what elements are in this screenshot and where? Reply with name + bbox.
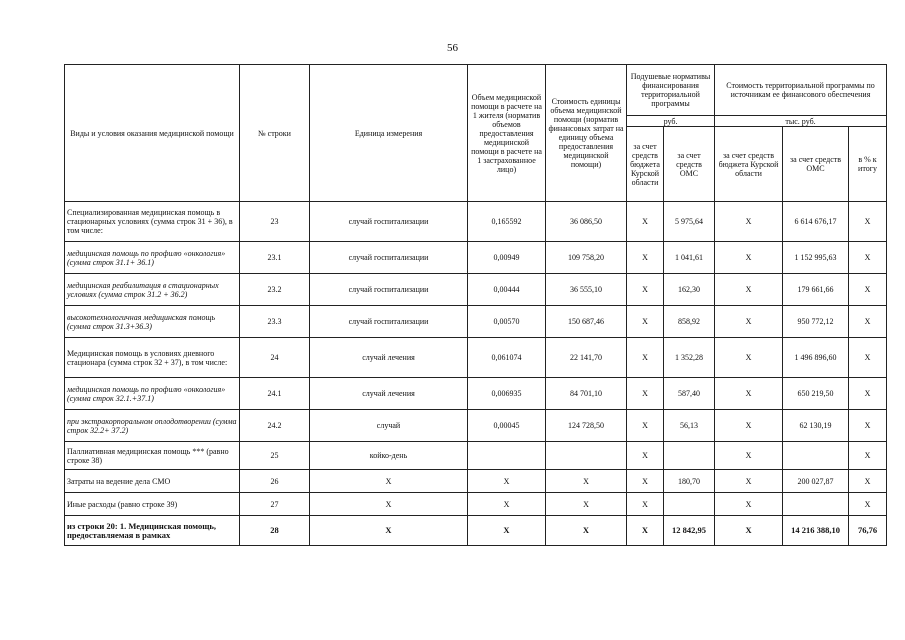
row-description: Иные расходы (равно строке 39) xyxy=(65,493,240,516)
row-total-oms: 62 130,19 xyxy=(783,410,849,442)
header-sub-budget-total: за счет средств бюджета Курской области xyxy=(715,127,783,202)
row-percapita-budget: X xyxy=(627,493,664,516)
row-total-budget: X xyxy=(715,242,783,274)
row-total-budget: X xyxy=(715,442,783,470)
row-cost: X xyxy=(546,493,627,516)
row-description: при экстракорпоральном оплодотворении (сумма строк 32.2+ 37.2) xyxy=(65,410,240,442)
row-total-oms: 1 496 896,60 xyxy=(783,338,849,378)
row-total-oms: 650 219,50 xyxy=(783,378,849,410)
row-percapita-budget: X xyxy=(627,516,664,546)
row-description: медицинская реабилитация в стационарных условиях (сумма строк 31.2 + 36.2) xyxy=(65,274,240,306)
row-percapita-budget: X xyxy=(627,242,664,274)
row-volume: 0,006935 xyxy=(468,378,546,410)
row-cost: 36 086,50 xyxy=(546,202,627,242)
row-description: Специализированная медицинская помощь в стационарных условиях (сумма строк 31 + 36), в том числе: xyxy=(65,202,240,242)
row-number: 28 xyxy=(240,516,310,546)
row-unit: X xyxy=(310,516,468,546)
row-percapita-budget: X xyxy=(627,306,664,338)
row-percapita-oms: 56,13 xyxy=(664,410,715,442)
row-total-oms: 6 614 676,17 xyxy=(783,202,849,242)
row-cost: 84 701,10 xyxy=(546,378,627,410)
row-percent: X xyxy=(849,306,887,338)
row-percapita-budget: X xyxy=(627,378,664,410)
row-percapita-budget: X xyxy=(627,470,664,493)
header-volume: Объем медицинской помощи в расчете на 1 жителя (норматив объемов предоставления медицинской помощи в расчете на 1 застрахованное лицо) xyxy=(468,65,546,202)
table-row xyxy=(65,338,887,378)
row-unit: случай госпитализации xyxy=(310,274,468,306)
row-percapita-budget: X xyxy=(627,410,664,442)
row-cost: X xyxy=(546,516,627,546)
row-total-oms: 179 661,66 xyxy=(783,274,849,306)
row-percent: X xyxy=(849,470,887,493)
row-volume: X xyxy=(468,516,546,546)
header-sub-budget: за счет средств бюджета Курской области xyxy=(627,127,664,202)
row-unit: случай госпитализации xyxy=(310,306,468,338)
table-row xyxy=(65,306,887,338)
row-total-budget: X xyxy=(715,274,783,306)
row-unit: случай xyxy=(310,410,468,442)
row-total-oms: 950 772,12 xyxy=(783,306,849,338)
row-total-budget: X xyxy=(715,202,783,242)
row-total-budget: X xyxy=(715,306,783,338)
row-unit: койко-день xyxy=(310,442,468,470)
row-percapita-budget: X xyxy=(627,338,664,378)
row-total-budget: X xyxy=(715,410,783,442)
header-row-1 xyxy=(65,65,887,116)
row-percapita-oms: 1 352,28 xyxy=(664,338,715,378)
row-description: медицинская помощь по профилю «онкология» (сумма строк 32.1.+37.1) xyxy=(65,378,240,410)
row-total-oms xyxy=(783,442,849,470)
row-cost: 109 758,20 xyxy=(546,242,627,274)
row-percent: X xyxy=(849,442,887,470)
table-row xyxy=(65,378,887,410)
row-number: 24 xyxy=(240,338,310,378)
row-percapita-oms xyxy=(664,493,715,516)
row-total-budget: X xyxy=(715,516,783,546)
header-row-no: № строки xyxy=(240,65,310,202)
row-percent: X xyxy=(849,242,887,274)
row-description: медицинская помощь по профилю «онкология» (сумма строк 31.1+ 36.1) xyxy=(65,242,240,274)
header-sub-percent: в % к итогу xyxy=(849,127,887,202)
row-number: 25 xyxy=(240,442,310,470)
row-volume: X xyxy=(468,470,546,493)
row-volume: 0,00444 xyxy=(468,274,546,306)
row-volume: 0,00570 xyxy=(468,306,546,338)
row-unit: случай лечения xyxy=(310,378,468,410)
row-unit: случай госпитализации xyxy=(310,202,468,242)
row-volume: 0,061074 xyxy=(468,338,546,378)
header-type: Виды и условия оказания медицинской помощи xyxy=(65,65,240,202)
row-percent: X xyxy=(849,410,887,442)
table-row xyxy=(65,242,887,274)
row-total-budget: X xyxy=(715,493,783,516)
row-total-oms: 1 152 995,63 xyxy=(783,242,849,274)
row-percent: X xyxy=(849,493,887,516)
row-number: 27 xyxy=(240,493,310,516)
table-row xyxy=(65,202,887,242)
row-volume: 0,00045 xyxy=(468,410,546,442)
row-volume xyxy=(468,442,546,470)
row-cost: 36 555,10 xyxy=(546,274,627,306)
header-sub-oms-total: за счет средств ОМС xyxy=(783,127,849,202)
row-number: 24.1 xyxy=(240,378,310,410)
row-percapita-oms: 12 842,95 xyxy=(664,516,715,546)
row-description: Медицинская помощь в условиях дневного стационара (сумма строк 32 + 37), в том числе: xyxy=(65,338,240,378)
row-number: 24.2 xyxy=(240,410,310,442)
row-unit: случай госпитализации xyxy=(310,242,468,274)
table-row xyxy=(65,274,887,306)
row-unit: X xyxy=(310,493,468,516)
row-total-budget: X xyxy=(715,378,783,410)
row-percent: 76,76 xyxy=(849,516,887,546)
page-number: 56 xyxy=(447,42,458,54)
row-percapita-oms xyxy=(664,442,715,470)
table-row xyxy=(65,493,887,516)
row-description: Затраты на ведение дела СМО xyxy=(65,470,240,493)
row-total-oms: 14 216 388,10 xyxy=(783,516,849,546)
row-total-budget: X xyxy=(715,338,783,378)
row-number: 23.3 xyxy=(240,306,310,338)
header-total-group: Стоимость территориальной программы по источникам ее финансового обеспечения xyxy=(715,65,887,116)
table-row xyxy=(65,410,887,442)
row-unit: случай лечения xyxy=(310,338,468,378)
row-percent: X xyxy=(849,274,887,306)
row-number: 23 xyxy=(240,202,310,242)
row-percapita-budget: X xyxy=(627,442,664,470)
row-percent: X xyxy=(849,338,887,378)
row-percapita-budget: X xyxy=(627,274,664,306)
table-row xyxy=(65,470,887,493)
row-volume: 0,165592 xyxy=(468,202,546,242)
row-cost: X xyxy=(546,470,627,493)
row-percapita-oms: 180,70 xyxy=(664,470,715,493)
row-description: высокотехнологичная медицинская помощь (сумма строк 31.3+36.3) xyxy=(65,306,240,338)
header-cost: Стоимость единицы объема медицинской помощи (норматив финансовых затрат на единицу объема предоставления медицинской помощи) xyxy=(546,65,627,202)
table-row xyxy=(65,442,887,470)
row-total-oms: 200 027,87 xyxy=(783,470,849,493)
row-total-oms xyxy=(783,493,849,516)
row-percapita-budget: X xyxy=(627,202,664,242)
row-cost: 22 141,70 xyxy=(546,338,627,378)
row-total-budget: X xyxy=(715,470,783,493)
row-volume: X xyxy=(468,493,546,516)
row-unit: X xyxy=(310,470,468,493)
row-description: из строки 20: 1. Медицинская помощь, предоставляемая в рамках xyxy=(65,516,240,546)
header-percapita-group: Подушевые нормативы финансирования территориальной программы xyxy=(627,65,715,116)
row-volume: 0,00949 xyxy=(468,242,546,274)
row-percapita-oms: 162,30 xyxy=(664,274,715,306)
row-percent: X xyxy=(849,378,887,410)
header-unit-thousand-rub: тыс. руб. xyxy=(715,116,887,127)
row-percapita-oms: 5 975,64 xyxy=(664,202,715,242)
row-number: 26 xyxy=(240,470,310,493)
row-number: 23.1 xyxy=(240,242,310,274)
header-unit-rub: руб. xyxy=(627,116,715,127)
row-percapita-oms: 587,40 xyxy=(664,378,715,410)
financing-table xyxy=(64,64,887,546)
row-percapita-oms: 858,92 xyxy=(664,306,715,338)
row-description: Паллиативная медицинская помощь *** (равно строке 38) xyxy=(65,442,240,470)
row-cost: 150 687,46 xyxy=(546,306,627,338)
row-number: 23.2 xyxy=(240,274,310,306)
table-row xyxy=(65,516,887,546)
header-sub-oms: за счет средств ОМС xyxy=(664,127,715,202)
row-cost xyxy=(546,442,627,470)
row-percent: X xyxy=(849,202,887,242)
row-cost: 124 728,50 xyxy=(546,410,627,442)
header-unit: Единица измерения xyxy=(310,65,468,202)
row-percapita-oms: 1 041,61 xyxy=(664,242,715,274)
